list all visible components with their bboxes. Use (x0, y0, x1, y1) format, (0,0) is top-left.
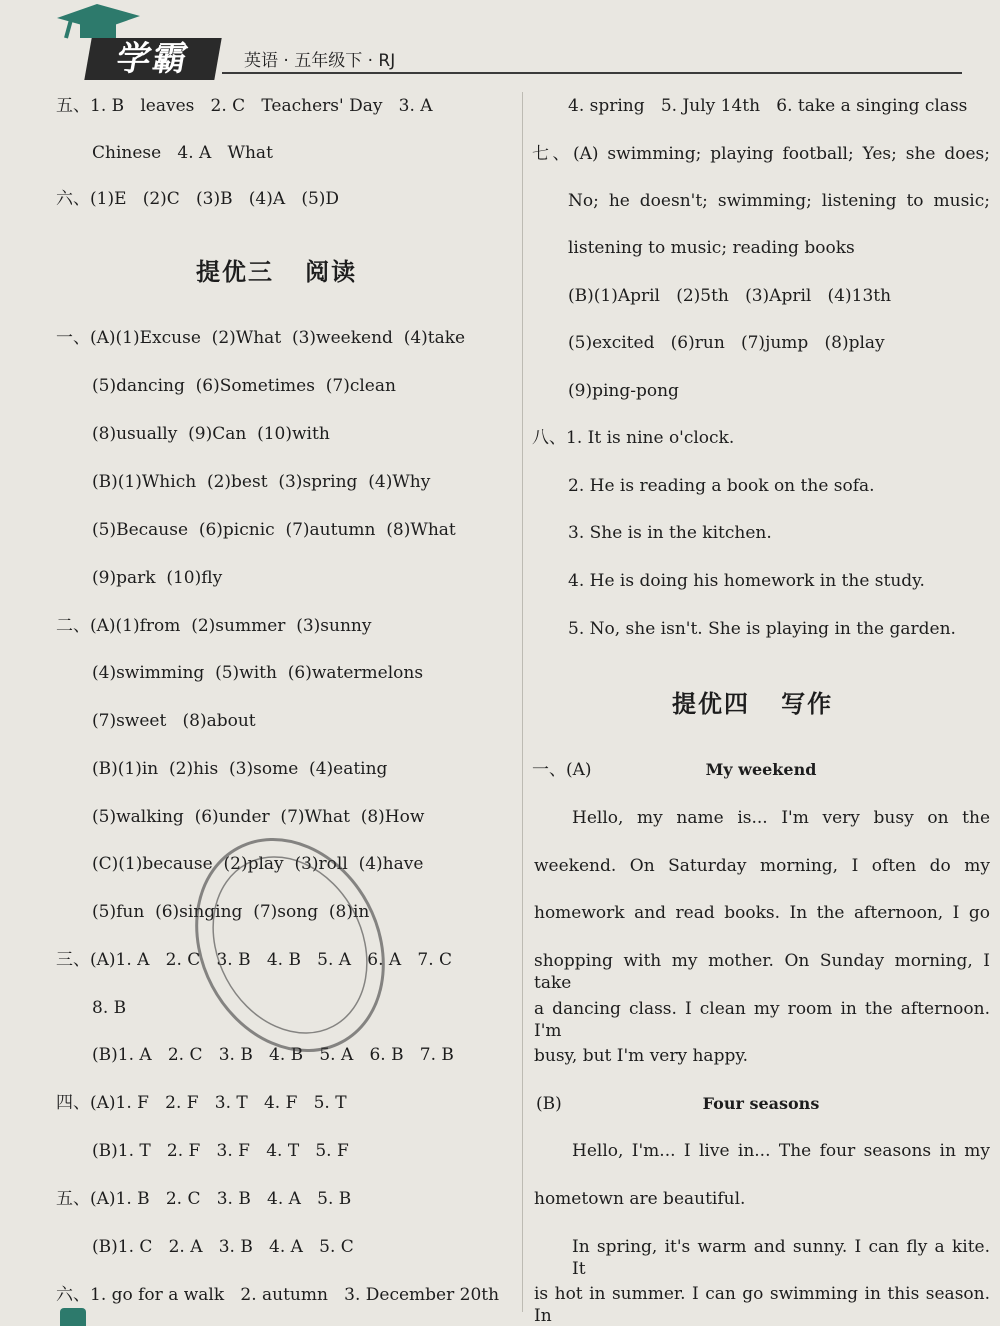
page-header (0, 0, 1000, 82)
answer-line: (B)(1)April (2)5th (3)April (4)13th (568, 286, 892, 306)
answer-line: No; he doesn't; swimming; listening to music; (568, 191, 990, 211)
essay-line: busy, but I'm very happy. (534, 1046, 749, 1066)
essay-line: is hot in summer. I can go swimming in this season. In (534, 1284, 990, 1326)
answer-line: 3. She is in the kitchen. (568, 523, 772, 543)
essay-line: a dancing class. I clean my room in the afternoon. I'm (534, 999, 990, 1041)
answer-line: 二、(A)(1)from (2)summer (3)sunny (56, 616, 372, 636)
answer-line: Chinese 4. A What (92, 143, 273, 163)
column-divider (522, 92, 523, 1312)
answer-line: 六、1. go for a walk 2. autumn 3. December 20th (56, 1285, 500, 1305)
answer-line: (8)usually (9)Can (10)with (92, 424, 330, 444)
logo: 学霸 (84, 38, 221, 80)
answer-line: (9)park (10)fly (92, 568, 223, 588)
answer-line: (5)dancing (6)Sometimes (7)clean (92, 376, 396, 396)
page-corner-mark (60, 1308, 86, 1326)
answer-line: 六、(1)E (2)C (3)B (4)A (5)D (56, 189, 340, 209)
answer-line: (5)Because (6)picnic (7)autumn (8)What (92, 520, 456, 540)
answer-line: (B)(1)in (2)his (3)some (4)eating (92, 759, 388, 779)
answer-line: (B)1. C 2. A 3. B 4. A 5. C (92, 1237, 354, 1257)
answer-line: 4. He is doing his homework in the study. (568, 571, 925, 591)
answer-line: 一、(A)(1)Excuse (2)What (3)weekend (4)take (56, 328, 466, 348)
essay-label: 一、(A) (532, 760, 592, 780)
essay-title: Four seasons (702, 1094, 820, 1113)
subject-line: 英语 · 五年级下 · RJ (244, 51, 396, 71)
essay-line: hometown are beautiful. (534, 1189, 746, 1209)
answer-line: (7)sweet (8)about (92, 711, 256, 731)
answer-line: (5)fun (6)singing (7)song (8)in (92, 902, 370, 922)
answer-line: 8. B (92, 998, 127, 1018)
essay-title: My weekend (705, 760, 817, 779)
answer-line: (B)1. T 2. F 3. F 4. T 5. F (92, 1141, 349, 1161)
answer-line: 四、(A)1. F 2. F 3. T 4. F 5. T (56, 1093, 347, 1113)
answer-line: 2. He is reading a book on the sofa. (568, 476, 875, 496)
answer-line: (B)1. A 2. C 3. B 4. B 5. A 6. B 7. B (92, 1045, 454, 1065)
answer-line: (5)walking (6)under (7)What (8)How (92, 807, 425, 827)
header-rule (222, 72, 962, 74)
essay-line: Hello, my name is... I'm very busy on the (572, 808, 990, 828)
essay-line: Hello, I'm... I live in... The four seasons in my (572, 1141, 990, 1161)
answer-line: 5. No, she isn't. She is playing in the garden. (568, 619, 956, 639)
answer-line: 七、(A) swimming; playing football; Yes; she does; (532, 144, 990, 164)
graduation-cap-icon (52, 0, 142, 40)
essay-line: shopping with my mother. On Sunday morning, I take (534, 951, 990, 993)
answer-line: 三、(A)1. A 2. C 3. B 4. B 5. A 6. A 7. C (56, 950, 453, 970)
answer-line: 4. spring 5. July 14th 6. take a singing class (568, 96, 968, 116)
section-title: 提优四 写作 (672, 690, 834, 718)
answer-line: (9)ping-pong (568, 381, 679, 401)
essay-label: (B) (536, 1094, 562, 1114)
answer-line: listening to music; reading books (568, 238, 855, 258)
essay-line: In spring, it's warm and sunny. I can fly a kite. It (572, 1237, 990, 1279)
answer-line: (4)swimming (5)with (6)watermelons (92, 663, 424, 683)
essay-line: homework and read books. In the afternoon, I go (534, 903, 990, 923)
section-title: 提优三 阅读 (196, 258, 358, 286)
answer-line: 五、1. B leaves 2. C Teachers' Day 3. A (56, 96, 433, 116)
answer-line: (B)(1)Which (2)best (3)spring (4)Why (92, 472, 431, 492)
answer-line: 五、(A)1. B 2. C 3. B 4. A 5. B (56, 1189, 352, 1209)
answer-line: (C)(1)because (2)play (3)roll (4)have (92, 854, 424, 874)
answer-line: 八、1. It is nine o'clock. (532, 428, 735, 448)
answer-line: (5)excited (6)run (7)jump (8)play (568, 333, 885, 353)
watermark-stamp (190, 820, 390, 1070)
essay-line: weekend. On Saturday morning, I often do my (534, 856, 990, 876)
